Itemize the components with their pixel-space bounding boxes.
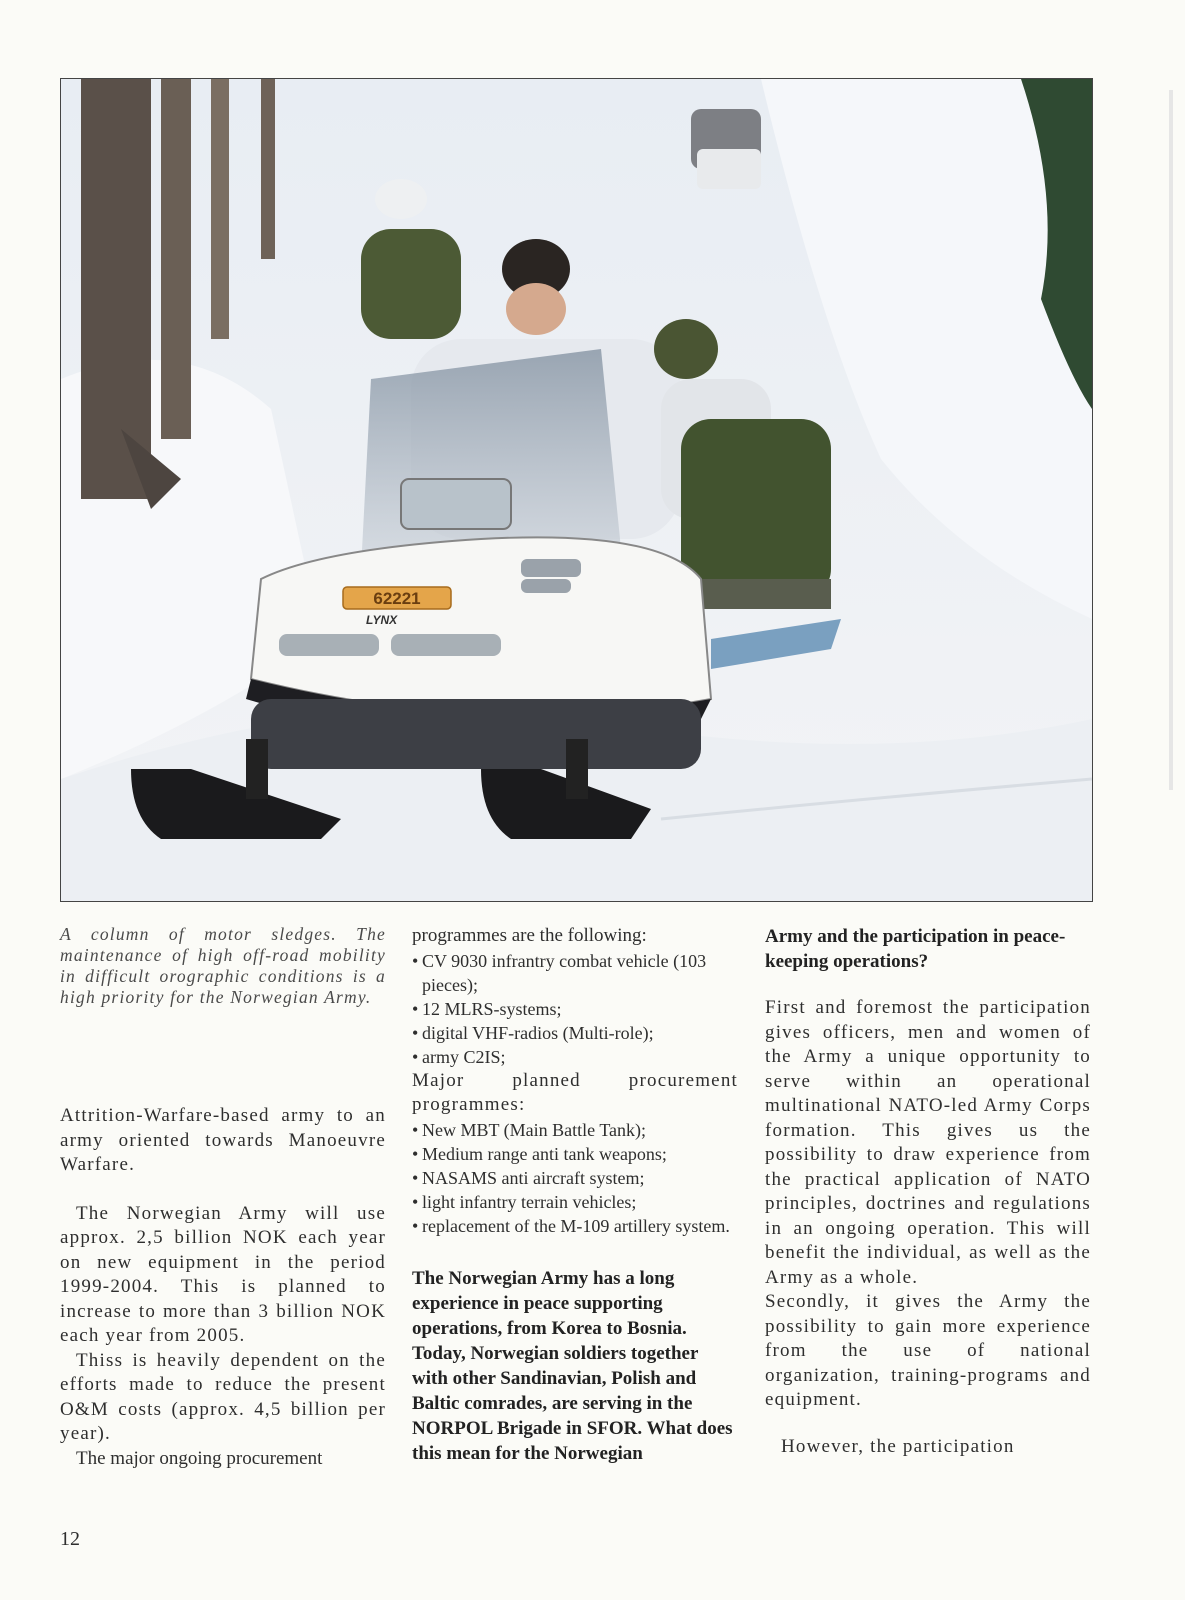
list-item: • replacement of the M-109 artillery system. xyxy=(412,1214,738,1238)
paragraph: Secondly, it gives the Army the possibility to gain more experience from the use of national organization, training-programs and equipment. xyxy=(765,1291,1091,1410)
page-edge xyxy=(1169,90,1173,790)
brand-text: LYNX xyxy=(366,613,398,627)
list-item: • digital VHF-radios (Multi-role); xyxy=(412,1021,738,1045)
paragraph: Thiss is heavily dependent on the efforts made to reduce the present O&M costs (approx. 4,5 billion per year). xyxy=(60,1349,386,1444)
plate-text: 62221 xyxy=(373,589,421,608)
paragraph: The major ongoing procurement xyxy=(76,1447,323,1469)
list-item: • CV 9030 infrantry combat vehicle (103 pieces); xyxy=(412,949,738,997)
list-item: • Medium range anti tank weapons; xyxy=(412,1142,738,1166)
list-intro: Major planned procurement programmes: xyxy=(412,1069,738,1115)
list-intro: programmes are the following: xyxy=(412,925,647,946)
ongoing-programmes-list xyxy=(412,949,738,1069)
column-3 xyxy=(765,924,1091,1459)
list-item: • NASAMS anti aircraft system; xyxy=(412,1166,738,1190)
paragraph: However, the participation xyxy=(781,1435,1015,1457)
planned-programmes-list xyxy=(412,1118,738,1238)
paragraph: First and foremost the participation gives officers, men and women of the Army a unique opportunity to serve within an operational multinational NATO-led Army Corps formation. This gives us the possibility to draw experience from the practical application of NATO principles, doctrines and regulations in an ongoing operation. This will benefit the individual, as well as the Army as a whole. xyxy=(765,997,1091,1288)
page-number: 12 xyxy=(60,1528,80,1550)
paragraph: Attrition-Warfare-based army to an army oriented towards Manoeuvre Warfare. xyxy=(60,1105,386,1175)
column-1 xyxy=(60,924,386,1471)
list-item: • army C2IS; xyxy=(412,1045,738,1069)
interview-question: The Norwegian Army has a long experience in peace supporting operations, from Korea to Bosnia. Today, Norwegian soldiers together with other Sandinavian, Polish and Baltic comrades, are serving in the NORPOL Brigade in SFOR. What does this mean for the Norwegian xyxy=(412,1267,733,1464)
snowmobile-photo xyxy=(60,78,1093,902)
list-item: • 12 MLRS-systems; xyxy=(412,997,738,1021)
photo-caption: A column of motor sledges. The maintenance of high off-road mobility in difficult orographic conditions is a high priority for the Norwegian Army. xyxy=(60,924,386,1007)
list-item: • light infantry terrain vehicles; xyxy=(412,1190,738,1214)
column-2 xyxy=(412,924,738,1466)
paragraph: The Norwegian Army will use approx. 2,5 billion NOK each year on new equipment in the period 1999-2004. This is planned to increase to more than 3 billion NOK each year from 2005. xyxy=(60,1202,386,1346)
list-item: • New MBT (Main Battle Tank); xyxy=(412,1118,738,1142)
interview-question-end: Army and the participation in peace-keeping operations? xyxy=(765,926,1066,972)
